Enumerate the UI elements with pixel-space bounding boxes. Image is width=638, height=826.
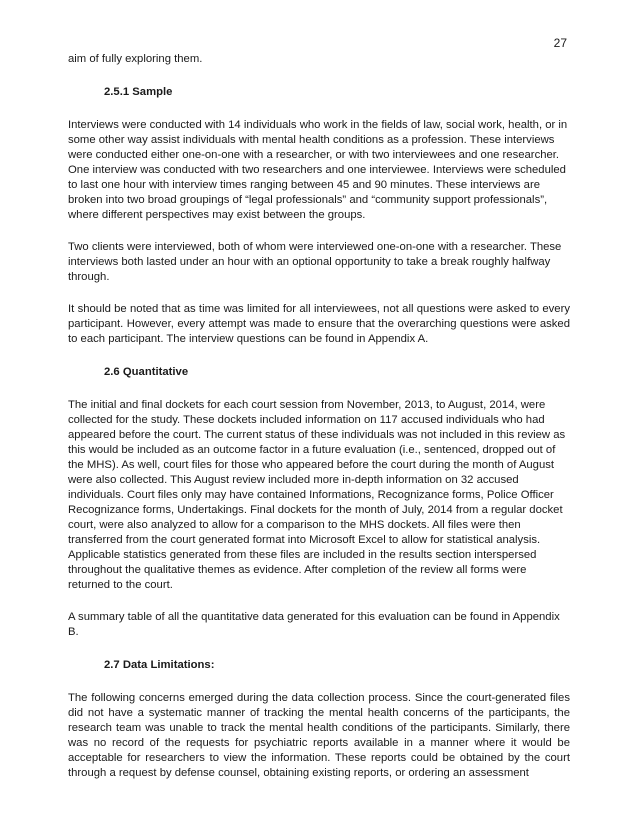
paragraph-data-limitations-1: The following concerns emerged during the data collection process. Since the court-generated files did not have a systematic manner of tracking the mental health concerns of the participants, the research team was unable to track the mental health conditions of the participants. Similarly, there was no record of the requests for psychiatric reports available in a manner where it would be acceptable for researchers to view the information. These reports could be obtained by the court through a request by defense counsel, obtaining existing reports, or ordering an assessment bbox=[68, 692, 570, 779]
page-content bbox=[68, 52, 570, 781]
paragraph-sample-1: Interviews were conducted with 14 individuals who work in the fields of law, social work, health, or in some other way assist individuals with mental health conditions as a profession. These interviews were conducted either one-on-one with a researcher, or with two interviewees and one researcher. One interview was conducted with two researchers and one interviewee. Interviews were scheduled to last one hour with interview times ranging between 45 and 90 minutes. These interviews are broken into two broad groupings of “legal professionals” and “community support professionals”, where different perspectives may exist between the groups. bbox=[68, 119, 568, 221]
paragraph-sample-2: Two clients were interviewed, both of whom were interviewed one-on-one with a researcher. These interviews both lasted under an hour with an optional opportunity to take a break roughly halfway through. bbox=[68, 241, 562, 283]
paragraph-quantitative-2: A summary table of all the quantitative data generated for this evaluation can be found in Appendix B. bbox=[68, 611, 560, 638]
section-heading-quantitative: 2.6 Quantitative bbox=[104, 366, 189, 378]
section-heading-data-limitations: 2.7 Data Limitations: bbox=[104, 659, 215, 671]
paragraph-quantitative-1: The initial and final dockets for each court session from November, 2013, to August, 2014, were collected for the study. These dockets included information on 117 accused individuals who had appeared before the court. The current status of these individuals was not included in this review as this would be included as an outcome factor in a future evaluation (i.e., sentenced, dropped out of the MHS). As well, court files for those who appeared before the court during the month of August were also collected. This August review included more in-depth information on 32 accused individuals. Court files only may have contained Informations, Recognizance forms, Police Officer Recognizance forms, Undertakings. Final dockets for the month of July, 2014 from a regular docket court, were also analyzed to allow for a comparison to the MHS dockets. All files were then transferred from the court generated format into Microsoft Excel to allow for statistical analysis. Applicable statistics generated from these files are included in the results section interspersed throughout the qualitative themes as evidence. After completion of the review all forms were returned to the court. bbox=[68, 399, 566, 591]
page-number: 27 bbox=[553, 36, 567, 50]
paragraph-sample-3: It should be noted that as time was limited for all interviewees, not all questions were asked to every participant. However, every attempt was made to ensure that the overarching questions were asked to each participant. The interview questions can be found in Appendix A. bbox=[68, 303, 570, 345]
paragraph-intro-tail: aim of fully exploring them. bbox=[68, 53, 203, 65]
section-heading-sample: 2.5.1 Sample bbox=[104, 86, 173, 98]
